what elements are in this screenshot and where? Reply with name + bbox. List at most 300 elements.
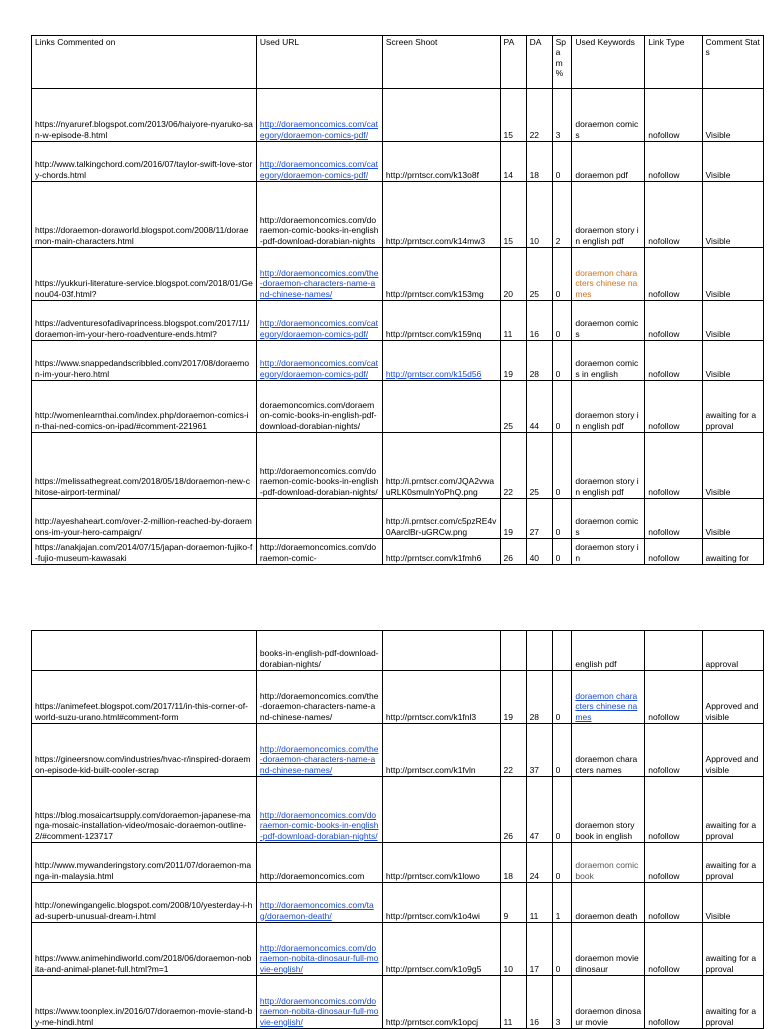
keywords-cell — [572, 433, 645, 499]
used-url-text[interactable]: http://doraemoncomics.com/the-doraemon-characters-name-and-chinese-names/ — [259, 743, 379, 775]
comment-stats-cell — [702, 301, 763, 341]
da-cell — [526, 433, 552, 499]
pa-text: 19 — [503, 711, 514, 722]
used-url-cell — [256, 248, 382, 301]
pa-text: 26 — [503, 552, 514, 563]
link-commented-cell — [32, 89, 257, 142]
link-type-text: nofollow — [648, 910, 680, 921]
link-type-cell — [645, 499, 702, 539]
used-url-text[interactable]: http://doraemoncomics.com/category/doraemon-comics-pdf/ — [259, 119, 379, 140]
comment-stats-text: Visible — [705, 328, 731, 339]
pa-text: 25 — [503, 420, 514, 431]
link-type-cell — [645, 248, 702, 301]
keywords-cell — [572, 923, 645, 976]
table-row — [32, 671, 764, 724]
table-row — [32, 142, 764, 182]
pa-text: 18 — [503, 870, 514, 881]
pa-cell — [500, 248, 526, 301]
link-type-cell — [645, 631, 702, 671]
link-type-text: nofollow — [648, 288, 680, 299]
link-type-cell — [645, 923, 702, 976]
keywords-cell — [572, 671, 645, 724]
pa-text: 10 — [503, 963, 514, 974]
keywords-cell — [572, 341, 645, 381]
spam-text: 2 — [555, 235, 561, 246]
link-type-cell — [645, 381, 702, 433]
table-row — [32, 182, 764, 248]
comment-stats-cell — [702, 142, 763, 182]
screenshot-cell — [382, 724, 500, 777]
comment-stats-cell — [702, 433, 763, 499]
comment-stats-text: awaiting for approval — [705, 953, 757, 974]
link-commented-text: http://ayeshaheart.com/over-2-million-reached-by-doraemons-im-your-hero-campaign/ — [35, 516, 252, 537]
link-type-text: nofollow — [648, 129, 680, 140]
da-text: 28 — [529, 368, 540, 379]
keywords-cell — [572, 976, 645, 1029]
link-type-cell — [645, 182, 702, 248]
keywords-text: doraemon dinosaur movie — [575, 1006, 642, 1027]
comment-stats-cell — [702, 499, 763, 539]
screenshot-text: http://i.prntscr.com/c5pzRE4v0AarclBr-uGRCw.png — [385, 516, 497, 537]
header-spam-percent: Sp a m % — [552, 36, 572, 89]
link-commented-text: http://www.talkingchord.com/2016/07/taylor-swift-love-story-chords.html — [35, 159, 253, 180]
pa-cell — [500, 843, 526, 883]
da-text: 22 — [529, 129, 540, 140]
link-type-cell — [645, 301, 702, 341]
screenshot-cell — [382, 976, 500, 1029]
da-text: 18 — [529, 169, 540, 180]
da-text: 27 — [529, 526, 540, 537]
pa-cell — [500, 923, 526, 976]
da-text: 25 — [529, 288, 540, 299]
link-type-text: nofollow — [648, 526, 680, 537]
comment-stats-cell — [702, 539, 763, 565]
spam-cell — [552, 499, 572, 539]
da-text: 24 — [529, 870, 540, 881]
da-cell — [526, 671, 552, 724]
link-commented-text: https://blog.mosaicartsupply.com/doraemon-japanese-manga-mosaic-installation-video/mosaic-doraemon-outline-2/#comment-123717 — [35, 809, 251, 841]
screenshot-text: http://prntscr.com/k14mw3 — [385, 235, 486, 246]
link-commented-text: http://womenlearnthai.com/index.php/doraemon-comics-in-thai-ned-comics-on-ipad/#comment-221961 — [35, 410, 249, 431]
pa-cell — [500, 631, 526, 671]
spam-text: 3 — [555, 129, 561, 140]
spam-text: 0 — [555, 526, 561, 537]
comment-stats-cell — [702, 631, 763, 671]
link-type-cell — [645, 433, 702, 499]
used-url-cell — [256, 433, 382, 499]
screenshot-cell — [382, 631, 500, 671]
comment-stats-text: Visible — [705, 288, 731, 299]
comment-stats-text: approval — [705, 658, 739, 669]
used-url-text[interactable]: http://doraemoncomics.com/doraemon-comic-books-in-english-pdf-download-dorabian-nights/ — [259, 809, 379, 841]
link-commented-text: https://nyaruref.blogspot.com/2013/06/haiyore-nyaruko-san-w-episode-8.html — [35, 119, 253, 140]
link-commented-cell — [32, 631, 257, 671]
used-url-text: http://doraemoncomics.com/doraemon-comic-books-in-english-pdf-download-dorabian-nights/ — [259, 465, 379, 497]
used-url-cell — [256, 631, 382, 671]
comment-stats-text: Visible — [705, 235, 731, 246]
pa-cell — [500, 182, 526, 248]
keywords-text: doraemon comics in english — [575, 358, 639, 379]
used-url-text[interactable]: http://doraemoncomics.com/category/doraemon-comics-pdf/ — [259, 159, 379, 180]
comment-stats-text: Visible — [705, 368, 731, 379]
pa-text: 19 — [503, 368, 514, 379]
da-text: 40 — [529, 552, 540, 563]
header-link-type: Link Type — [645, 36, 702, 89]
link-type-text: nofollow — [648, 830, 680, 841]
spam-cell — [552, 923, 572, 976]
link-type-text: nofollow — [648, 235, 680, 246]
backlink-table-top — [31, 35, 764, 565]
keywords-text: doraemon pdf — [575, 169, 628, 180]
link-commented-text: https://www.animehindiworld.com/2018/06/doraemon-nobita-and-animal-planet-full.html?m=1 — [35, 953, 252, 974]
keywords-cell — [572, 724, 645, 777]
pa-cell — [500, 89, 526, 142]
table-row — [32, 341, 764, 381]
spam-text: 0 — [555, 486, 561, 497]
used-url-cell — [256, 843, 382, 883]
keywords-cell — [572, 381, 645, 433]
used-url-cell — [256, 539, 382, 565]
comment-stats-text: awaiting for approval — [705, 860, 757, 881]
link-type-cell — [645, 777, 702, 843]
da-cell — [526, 976, 552, 1029]
pa-cell — [500, 539, 526, 565]
link-type-text: nofollow — [648, 764, 680, 775]
header-used-url: Used URL — [256, 36, 382, 89]
table-row — [32, 499, 764, 539]
keywords-cell — [572, 182, 645, 248]
pa-text: 11 — [503, 1016, 513, 1027]
comment-stats-cell — [702, 976, 763, 1029]
header-used-keywords: Used Keywords — [572, 36, 645, 89]
pa-cell — [500, 777, 526, 843]
table-row — [32, 923, 764, 976]
link-commented-cell — [32, 539, 257, 565]
spam-cell — [552, 341, 572, 381]
pa-text: 15 — [503, 129, 514, 140]
screenshot-cell — [382, 923, 500, 976]
link-type-cell — [645, 142, 702, 182]
da-cell — [526, 248, 552, 301]
link-type-text: nofollow — [648, 552, 680, 563]
link-commented-cell — [32, 883, 257, 923]
used-url-text[interactable]: http://doraemoncomics.com/category/doraemon-comics-pdf/ — [259, 318, 379, 339]
spam-cell — [552, 89, 572, 142]
spam-text: 0 — [555, 552, 561, 563]
pa-text: 20 — [503, 288, 514, 299]
screenshot-text: http://prntscr.com/k1lowo — [385, 870, 480, 881]
screenshot-text: http://prntscr.com/k1fmh6 — [385, 552, 482, 563]
screenshot-cell — [382, 539, 500, 565]
screenshot-cell — [382, 341, 500, 381]
keywords-text: doraemon comics — [575, 516, 639, 537]
da-text: 16 — [529, 328, 540, 339]
pa-cell — [500, 499, 526, 539]
used-url-cell — [256, 182, 382, 248]
link-commented-cell — [32, 976, 257, 1029]
pa-cell — [500, 433, 526, 499]
spam-cell — [552, 777, 572, 843]
link-type-text: nofollow — [648, 963, 680, 974]
spam-cell — [552, 301, 572, 341]
keywords-text: doraemon story in english pdf — [575, 410, 639, 431]
link-type-cell — [645, 843, 702, 883]
keywords-cell — [572, 539, 645, 565]
link-commented-cell — [32, 777, 257, 843]
screenshot-text: http://prntscr.com/k1o9g5 — [385, 963, 482, 974]
keywords-text: doraemon comics — [575, 318, 639, 339]
used-url-cell — [256, 976, 382, 1029]
used-url-text[interactable]: http://doraemoncomics.com/the-doraemon-characters-name-and-chinese-names/ — [259, 267, 379, 299]
pa-text: 11 — [503, 328, 513, 339]
table-row — [32, 381, 764, 433]
pa-cell — [500, 142, 526, 182]
screenshot-cell — [382, 381, 500, 433]
link-commented-text: https://www.toonplex.in/2016/07/doraemon-movie-stand-by-me-hindi.html — [35, 1006, 253, 1027]
header-da: DA — [526, 36, 552, 89]
comment-stats-text: Visible — [705, 129, 731, 140]
link-type-cell — [645, 539, 702, 565]
da-text: 10 — [529, 235, 540, 246]
link-commented-cell — [32, 142, 257, 182]
pa-text: 22 — [503, 764, 514, 775]
used-url-cell — [256, 883, 382, 923]
used-url-text[interactable]: http://doraemoncomics.com/tag/doraemon-death/ — [259, 900, 374, 921]
pa-cell — [500, 671, 526, 724]
keywords-cell — [572, 843, 645, 883]
table-row — [32, 777, 764, 843]
screenshot-text: http://prntscr.com/k1opcj — [385, 1016, 479, 1027]
pa-text: 9 — [503, 910, 509, 921]
comment-stats-cell — [702, 341, 763, 381]
screenshot-text: http://prntscr.com/k1o4wi — [385, 910, 480, 921]
da-cell — [526, 381, 552, 433]
link-commented-cell — [32, 301, 257, 341]
table-row — [32, 976, 764, 1029]
da-text: 37 — [529, 764, 540, 775]
keywords-text: doraemon death — [575, 910, 638, 921]
spam-text: 0 — [555, 420, 561, 431]
link-type-cell — [645, 671, 702, 724]
used-url-cell — [256, 381, 382, 433]
link-commented-text: https://yukkuri-literature-service.blogspot.com/2018/01/Genou04-03f.html? — [35, 278, 253, 299]
spam-cell — [552, 381, 572, 433]
da-cell — [526, 341, 552, 381]
header-row — [32, 36, 764, 89]
used-url-text: books-in-english-pdf-download-dorabian-nights/ — [259, 648, 379, 669]
link-commented-cell — [32, 182, 257, 248]
keywords-text: doraemon characters chinese names — [575, 267, 638, 299]
table-row — [32, 539, 764, 565]
spam-cell — [552, 724, 572, 777]
screenshot-text: http://i.prntscr.com/JQA2vwauRLK0smulnYoPhQ.png — [385, 476, 495, 497]
comment-stats-cell — [702, 777, 763, 843]
da-text: 25 — [529, 486, 540, 497]
da-cell — [526, 539, 552, 565]
link-commented-text: https://gineersnow.com/industries/hvac-r/inspired-doraemon-episode-kid-built-cooler-scrap — [35, 754, 251, 775]
pa-cell — [500, 976, 526, 1029]
link-type-text: nofollow — [648, 368, 680, 379]
spam-cell — [552, 182, 572, 248]
spam-text: 0 — [555, 368, 561, 379]
used-url-cell — [256, 724, 382, 777]
keywords-text: doraemon comic book — [575, 860, 639, 881]
keywords-cell — [572, 499, 645, 539]
comment-stats-text: Visible — [705, 169, 731, 180]
link-type-cell — [645, 976, 702, 1029]
keywords-cell — [572, 89, 645, 142]
keywords-cell — [572, 142, 645, 182]
link-commented-cell — [32, 923, 257, 976]
link-commented-text: https://www.snappedandscribbled.com/2017/08/doraemon-im-your-hero.html — [35, 358, 250, 379]
screenshot-cell — [382, 671, 500, 724]
screenshot-cell — [382, 301, 500, 341]
used-url-text: http://doraemoncomics.com/the-doraemon-characters-name-and-chinese-names/ — [259, 690, 379, 722]
link-commented-cell — [32, 724, 257, 777]
link-commented-text: https://animefeet.blogspot.com/2017/11/in-this-corner-of-world-suzu-urano.html#comment-form — [35, 701, 248, 722]
table-row — [32, 248, 764, 301]
used-url-cell — [256, 142, 382, 182]
used-url-cell — [256, 341, 382, 381]
table-row — [32, 433, 764, 499]
link-commented-cell — [32, 381, 257, 433]
keywords-cell — [572, 777, 645, 843]
used-url-text[interactable]: http://doraemoncomics.com/category/doraemon-comics-pdf/ — [259, 358, 379, 379]
spam-text: 0 — [555, 711, 561, 722]
link-commented-text: http://onewingangelic.blogspot.com/2008/10/yesterday-i-had-superb-unusual-dream-i.html — [35, 900, 253, 921]
link-commented-text: https://anakjajan.com/2014/07/15/japan-doraemon-fujiko-f-fujio-museum-kawasaki — [35, 542, 253, 563]
keywords-text[interactable]: doraemon characters chinese names — [575, 690, 638, 722]
header-links-commented-on: Links Commented on — [32, 36, 257, 89]
spam-text: 0 — [555, 328, 561, 339]
link-commented-text: http://www.mywanderingstory.com/2011/07/doraemon-manga-in-malaysia.html — [35, 860, 252, 881]
backlink-table-bottom — [31, 630, 764, 1029]
comment-stats-cell — [702, 724, 763, 777]
link-commented-cell — [32, 341, 257, 381]
comment-stats-cell — [702, 182, 763, 248]
pa-cell — [500, 301, 526, 341]
da-text: 44 — [529, 420, 540, 431]
comment-stats-cell — [702, 923, 763, 976]
spam-cell — [552, 976, 572, 1029]
spam-text: 0 — [555, 169, 561, 180]
keywords-text: doraemon characters names — [575, 754, 638, 775]
header-pa: PA — [500, 36, 526, 89]
comment-stats-text: Approved and visible — [705, 754, 759, 775]
screenshot-text: http://prntscr.com/k13o8f — [385, 169, 479, 180]
keywords-cell — [572, 883, 645, 923]
comment-stats-text: awaiting for approval — [705, 1006, 757, 1027]
spam-cell — [552, 843, 572, 883]
comment-stats-text: awaiting for — [705, 552, 749, 563]
link-type-text: nofollow — [648, 420, 680, 431]
keywords-text: doraemon story in — [575, 542, 639, 563]
spam-cell — [552, 433, 572, 499]
screenshot-cell — [382, 499, 500, 539]
screenshot-cell — [382, 843, 500, 883]
da-text: 47 — [529, 830, 540, 841]
link-type-text: nofollow — [648, 870, 680, 881]
da-cell — [526, 724, 552, 777]
used-url-text[interactable]: http://doraemoncomics.com/doraemon-nobita-dinosaur-full-movie-english/ — [259, 995, 379, 1027]
used-url-cell — [256, 499, 382, 539]
used-url-cell — [256, 301, 382, 341]
pa-text: 26 — [503, 830, 514, 841]
pa-text: 14 — [503, 169, 514, 180]
spam-text: 1 — [555, 910, 561, 921]
link-commented-cell — [32, 433, 257, 499]
comment-stats-cell — [702, 843, 763, 883]
link-commented-cell — [32, 248, 257, 301]
spam-text: 0 — [555, 870, 561, 881]
comment-stats-text: awaiting for approval — [705, 410, 757, 431]
link-commented-cell — [32, 499, 257, 539]
used-url-text[interactable]: http://doraemoncomics.com/doraemon-nobita-dinosaur-full-movie-english/ — [259, 942, 379, 974]
keywords-text: doraemon story in english pdf — [575, 476, 639, 497]
screenshot-text: http://prntscr.com/k1fnl3 — [385, 711, 477, 722]
used-url-cell — [256, 89, 382, 142]
comment-stats-cell — [702, 248, 763, 301]
link-type-cell — [645, 724, 702, 777]
da-text: 11 — [529, 910, 539, 921]
comment-stats-cell — [702, 89, 763, 142]
da-cell — [526, 883, 552, 923]
used-url-text: http://doraemoncomics.com — [259, 870, 365, 881]
pa-text: 22 — [503, 486, 514, 497]
pa-cell — [500, 381, 526, 433]
used-url-text: http://doraemoncomics.com/doraemon-comic-books-in-english-pdf-download-dorabian-nights — [259, 214, 379, 246]
screenshot-cell — [382, 248, 500, 301]
screenshot-text: http://prntscr.com/k1fvln — [385, 764, 476, 775]
link-type-text: nofollow — [648, 169, 680, 180]
spam-text: 0 — [555, 288, 561, 299]
keywords-text: doraemon movie dinosaur — [575, 953, 639, 974]
spam-cell — [552, 248, 572, 301]
spam-cell — [552, 883, 572, 923]
keywords-cell — [572, 631, 645, 671]
used-url-text: doraemoncomics.com/doraemon-comic-books-in-english-pdf-download-dorabian-nights/ — [259, 399, 377, 431]
table-row — [32, 724, 764, 777]
screenshot-cell — [382, 433, 500, 499]
table-row — [32, 89, 764, 142]
da-text: 16 — [529, 1016, 540, 1027]
used-url-cell — [256, 671, 382, 724]
spam-cell — [552, 671, 572, 724]
da-cell — [526, 631, 552, 671]
header-screen-shoot: Screen Shoot — [382, 36, 500, 89]
pa-cell — [500, 724, 526, 777]
link-commented-text: https://melissathegreat.com/2018/05/18/doraemon-new-chitose-airport-terminal/ — [35, 476, 250, 497]
link-type-cell — [645, 89, 702, 142]
pa-text: 19 — [503, 526, 514, 537]
used-url-text: http://doraemoncomics.com/doraemon-comic- — [259, 542, 377, 563]
spam-text: 0 — [555, 830, 561, 841]
link-commented-text: https://doraemon-doraworld.blogspot.com/2008/11/doraemon-main-characters.html — [35, 225, 249, 246]
comment-stats-cell — [702, 883, 763, 923]
keywords-cell — [572, 301, 645, 341]
table-row — [32, 301, 764, 341]
link-type-text: nofollow — [648, 711, 680, 722]
comment-stats-cell — [702, 671, 763, 724]
da-text: 17 — [529, 963, 540, 974]
screenshot-text[interactable]: http://prntscr.com/k15d56 — [385, 368, 482, 379]
spam-text: 0 — [555, 963, 561, 974]
screenshot-cell — [382, 883, 500, 923]
pa-cell — [500, 883, 526, 923]
da-cell — [526, 923, 552, 976]
table-row — [32, 843, 764, 883]
spam-text: 0 — [555, 764, 561, 775]
